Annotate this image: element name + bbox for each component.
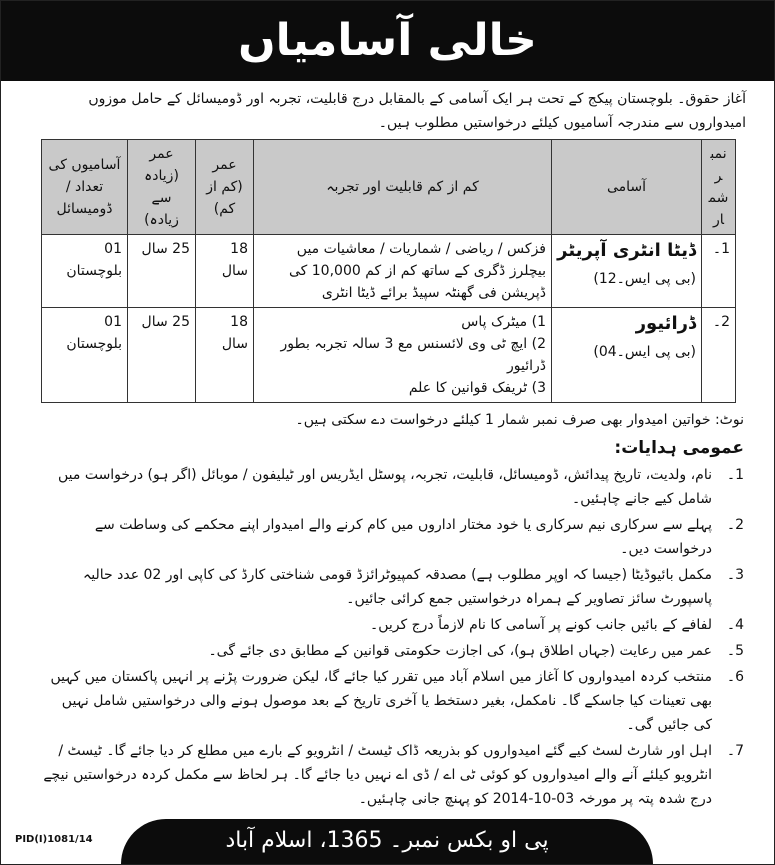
list-item	[41, 513, 744, 561]
header-min-age: عمر (کم از کم)	[196, 140, 254, 235]
item-text: لفافے کے بائیں جانب کونے پر آسامی کا نام لازماً درج کریں۔	[370, 617, 712, 633]
footer	[1, 819, 774, 864]
header-count-domicile: آسامیوں کی تعداد / ڈومیسائل	[42, 140, 128, 235]
item-number: 6۔	[726, 669, 744, 685]
post	[552, 235, 702, 308]
post-title: ڈیٹا انٹری آپریٹر	[557, 240, 696, 261]
qualification-item: 1) میٹرک پاس	[461, 314, 546, 330]
table-header-row	[42, 140, 736, 235]
vacancies-table	[41, 139, 736, 403]
post-scale: (بی پی ایس۔12)	[593, 271, 696, 287]
pid-number: PID(I)1081/14	[15, 834, 93, 845]
item-number: 5۔	[726, 643, 744, 659]
count-domicile: 01 بلوچستان	[42, 308, 128, 403]
list-item	[41, 613, 744, 637]
item-number: 3۔	[726, 567, 744, 583]
serial: 1۔	[702, 235, 736, 308]
list-item	[41, 739, 744, 811]
max-age: 25 سال	[128, 235, 196, 308]
header-serial: نمبر شمار	[702, 140, 736, 235]
instructions-heading: عمومی ہدایات:	[614, 438, 744, 458]
header-max-age: عمر (زیادہ سے زیادہ)	[128, 140, 196, 235]
post-scale: (بی پی ایس۔04)	[593, 344, 696, 360]
item-number: 4۔	[726, 617, 744, 633]
count-domicile: 01 بلوچستان	[42, 235, 128, 308]
title-banner	[1, 1, 774, 81]
instructions-list	[41, 463, 744, 813]
item-number: 2۔	[726, 517, 744, 533]
item-text: عمر میں رعایت (جہاں اطلاق ہو)، کی اجازت حکومتی قوانین کے مطابق دی جائے گی۔	[208, 643, 712, 659]
header-qualification: کم از کم قابلیت اور تجربہ	[254, 140, 552, 235]
item-text: نام، ولدیت، تاریخ پیدائش، ڈومیسائل، قابلیت، تجربہ، پوسٹل ایڈریس اور ٹیلیفون / موبائل (اگر ہو) درخواست میں شامل کیے جانے چاہئیں۔	[57, 467, 712, 507]
item-number: 7۔	[726, 743, 744, 759]
qualification-item: 3) ٹریفک قوانین کا علم	[408, 380, 546, 396]
list-item	[41, 665, 744, 737]
address: پی او بکس نمبر۔ 1365، اسلام آباد	[225, 828, 549, 854]
item-text: اہل اور شارٹ لسٹ کیے گئے امیدواروں کو بذریعہ ڈاک ٹیسٹ / انٹرویو کے بارے میں مطلع کر دیا جائے گا۔ ٹیسٹ / انٹرویو کیلئے آنے والے امیدواروں کو کوئی ٹی اے / ڈی اے نہیں دیا جائے گا۔ ہر لحاظ سے مکمل کردہ درخواستیں نیچے درج شدہ پتہ پر مورخہ 03-10-2014 کو پہنچ جانی چاہئیں۔	[43, 743, 712, 807]
address-banner	[121, 819, 653, 864]
min-age: 18 سال	[196, 235, 254, 308]
item-text: مکمل بائیوڈیٹا (جیسا کہ اوپر مطلوب ہے) مصدقہ کمپیوٹرائزڈ قومی شناختی کارڈ کی کاپی اور 02 عدد حالیہ پاسپورٹ سائز تصاویر کے ہمراہ درخواستیں جمع کرائی جائیں۔	[83, 567, 712, 607]
intro-text: آغاز حقوق۔ بلوچستان پیکج کے تحت ہر ایک آسامی کے بالمقابل درج قابلیت، تجربہ اور ڈومیسائل کے حامل موزوں امیدواروں سے مندرجہ آسامیوں کیلئے درخواستیں مطلوب ہیں۔	[88, 91, 746, 131]
post	[552, 308, 702, 403]
serial: 2۔	[702, 308, 736, 403]
qualification	[254, 308, 552, 403]
max-age: 25 سال	[128, 308, 196, 403]
list-item	[41, 639, 744, 663]
qualification-item: 2) ایچ ٹی وی لائسنس مع 3 سالہ تجربہ بطور ڈرائیور	[280, 336, 546, 374]
header-post: آسامی	[552, 140, 702, 235]
list-item	[41, 463, 744, 511]
page-title: خالی آسامیاں	[238, 14, 537, 66]
note: نوٹ: خواتین امیدوار بھی صرف نمبر شمار 1 کیلئے درخواست دے سکتی ہیں۔	[295, 412, 744, 428]
list-item	[41, 563, 744, 611]
post-title: ڈرائیور	[635, 313, 696, 334]
table-row	[42, 308, 736, 403]
min-age: 18 سال	[196, 308, 254, 403]
item-number: 1۔	[726, 467, 744, 483]
table-row	[42, 235, 736, 308]
item-text: منتخب کردہ امیدواروں کا آغاز میں اسلام آباد میں تقرر کیا جائے گا، لیکن ضرورت پڑنے پر انہیں پاکستان میں کہیں بھی تعینات کیا جاسکے گا۔ نامکمل، بغیر دستخط یا آخری تاریخ کے بعد موصول ہونے والی درخواستیں شامل نہیں کی جائیں گی۔	[50, 669, 712, 733]
qualification: فزکس / ریاضی / شماریات / معاشیات میں بیچلرز ڈگری کے ساتھ کم از کم 10,000 کی ڈپریشن فی گھنٹہ سپیڈ برائے ڈیٹا انٹری	[254, 235, 552, 308]
item-text: پہلے سے سرکاری نیم سرکاری یا خود مختار اداروں میں کام کرنے والے امیدوار اپنے محکمے کی وساطت سے درخواست دیں۔	[94, 517, 712, 557]
